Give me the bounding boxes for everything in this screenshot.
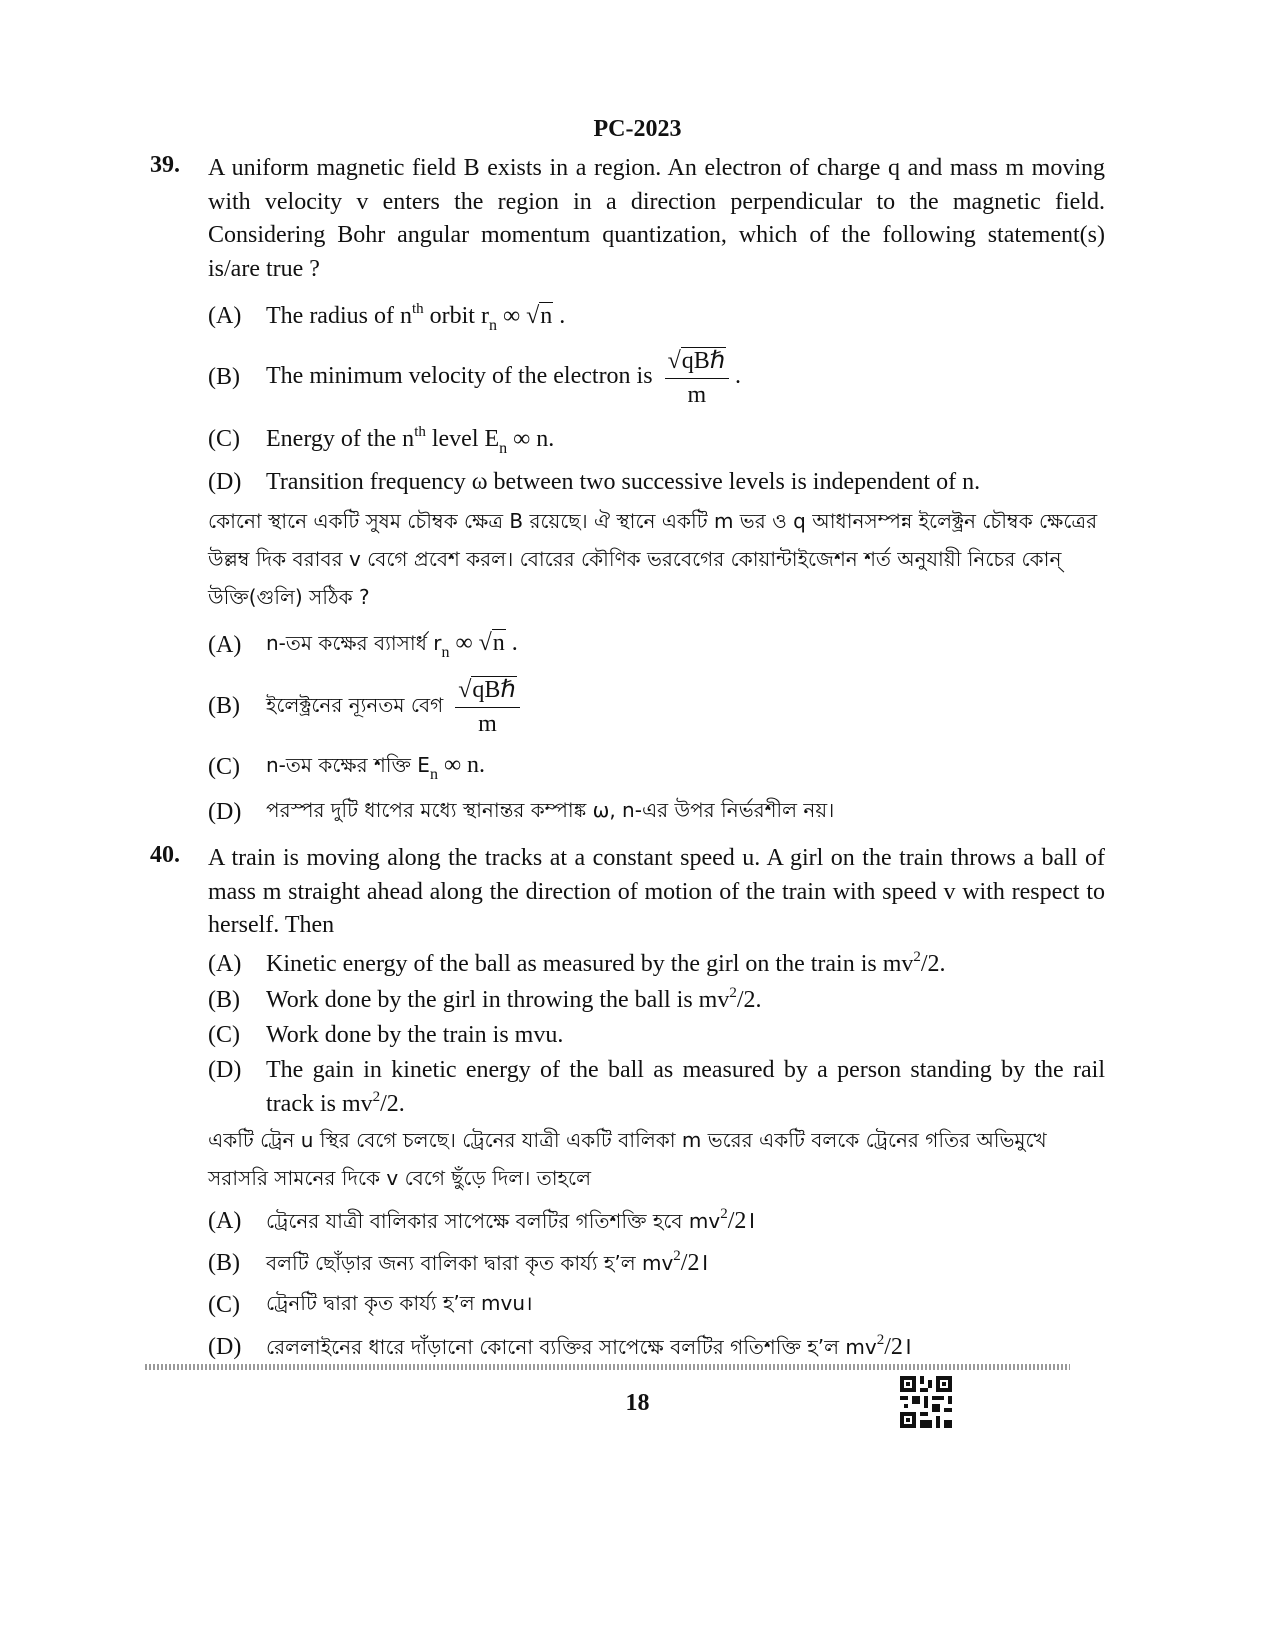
option-label: (C) xyxy=(208,753,240,780)
question-text-bn: কোনো স্থানে একটি সুষম চৌম্বক ক্ষেত্র B রয়েছে। ঐ স্থানে একটি m ভর ও q আধানসম্পন্ন ইলেক্ট্রন চৌম্বক ক্ষেত্রের উল্লম্ব দিক বরাবর v বেগে প্রবেশ করল। বোরের কৌণিক ভরবেগের কোয়ান্টাইজেশন শর্ত অনুযায়ী নিচের কোন্ উক্তি(গুলি) সঠিক ? xyxy=(208,509,1098,609)
sqrt-expression: √n xyxy=(526,302,553,329)
option-c-bn: (C) n-তম কক্ষের শক্তি $E_n$ ∞ n. xyxy=(208,751,486,783)
option-label: (D) xyxy=(208,468,242,495)
question-text-bn: একটি ট্রেন u স্থির বেগে চলছে। ট্রেনের যাত্রী একটি বালিকা m ভরের একটি বলকে ট্রেনের গতির অভিমুখে সরাসরি সামনের দিকে v বেগে ছুঁড়ে দিল। তাহলে xyxy=(208,1127,1047,1190)
option-label: (A) xyxy=(208,631,242,658)
paper-code-header: PC-2023 xyxy=(593,116,682,142)
option-label: (C) xyxy=(208,1022,240,1048)
question-text-en: A uniform magnetic field B exists in a region. An electron of charge q and mass m moving with velocity v enters the region in a direction perpendicular to the magnetic field. Considering Bohr angular momentum quantization, which of the following statement(s) is/are true ? xyxy=(208,155,1105,282)
option-a-en: (A) Kinetic energy of the ball as measured by the girl on the train is $mv^2/2$. xyxy=(208,949,946,977)
question-40 xyxy=(150,842,1105,1369)
option-label: (D) xyxy=(208,1334,242,1360)
option-label: (A) xyxy=(208,951,242,977)
option-label: (D) xyxy=(208,1056,242,1083)
fraction: $\frac{\text{√qBℏ}}{m}$ xyxy=(665,347,729,408)
option-a-en: (A) The radius of $n^{th}$ orbit $r_n$ ∞ √n . xyxy=(208,300,566,334)
option-label: (D) xyxy=(208,798,242,825)
question-text-en: A train is moving along the tracks at a constant speed u. A girl on the train throws a ball of mass m straight ahead along the direction of motion of the train with speed v with respect to herself. Then xyxy=(208,845,1105,938)
option-label: (B) xyxy=(208,1250,240,1276)
option-c-bn: (C) ট্রেনটি দ্বারা কৃত কার্য্য হ’ল mvu। xyxy=(208,1291,533,1318)
option-b-en: (B) Work done by the girl in throwing the ball is $mv^2/2$. xyxy=(208,985,762,1013)
option-a-bn: (A) n-তম কক্ষের ব্যাসার্ধ $r_n$ ∞ √n . xyxy=(208,629,518,661)
option-label: (B) xyxy=(208,363,240,390)
option-a-bn: (A) ট্রেনের যাত্রী বালিকার সাপেক্ষে বলটির গতিশক্তি হবে $mv^2/2।$ xyxy=(208,1206,756,1234)
qr-code-icon xyxy=(900,1376,952,1428)
page-number: 18 xyxy=(625,1390,650,1416)
option-b-en: (B) The minimum velocity of the electron is $\frac{\text{√qBℏ}}{m}$ . xyxy=(208,347,741,408)
option-label: (B) xyxy=(208,692,240,719)
confidential-divider xyxy=(145,1364,1070,1370)
option-label: (A) xyxy=(208,302,242,329)
option-d-bn: (D) রেললাইনের ধারে দাঁড়ানো কোনো ব্যক্তির সাপেক্ষে বলটির গতিশক্তি হ’ল $mv^2/2।$ xyxy=(208,1332,912,1360)
option-b-bn: (B) বলটি ছোঁড়ার জন্য বালিকা দ্বারা কৃত কার্য্য হ’ল $mv^2/2।$ xyxy=(208,1248,709,1276)
option-label: (A) xyxy=(208,1208,242,1234)
question-number: 40. xyxy=(150,842,180,868)
option-d-en: (D) Transition frequency ω between two successive levels is independent of n. xyxy=(208,468,981,495)
sqrt-expression: √n xyxy=(478,629,505,656)
question-39 xyxy=(150,152,1105,834)
question-number: 39. xyxy=(150,152,180,178)
fraction: $\frac{\text{√qBℏ}}{m}$ xyxy=(455,676,519,737)
option-c-en: (C) Work done by the train is mvu. xyxy=(208,1022,564,1048)
option-label: (B) xyxy=(208,987,240,1013)
option-d-bn: (D) পরস্পর দুটি ধাপের মধ্যে স্থানান্তর কম্পাঙ্ক ω, n-এর উপর নির্ভরশীল নয়। xyxy=(208,797,835,825)
option-b-bn: (B) ইলেক্ট্রনের ন্যূনতম বেগ $\frac{\text{√qBℏ}}{m}$ xyxy=(208,668,1105,744)
option-label: (C) xyxy=(208,425,240,452)
option-c-en: (C) Energy of the $n^{th}$ level $E_n$ ∞ n. xyxy=(208,423,555,457)
option-d-en: (D) The gain in kinetic energy of the ball as measured by a person standing by the rail track is $mv^2/2$. xyxy=(208,1053,1105,1121)
option-label: (C) xyxy=(208,1292,240,1318)
